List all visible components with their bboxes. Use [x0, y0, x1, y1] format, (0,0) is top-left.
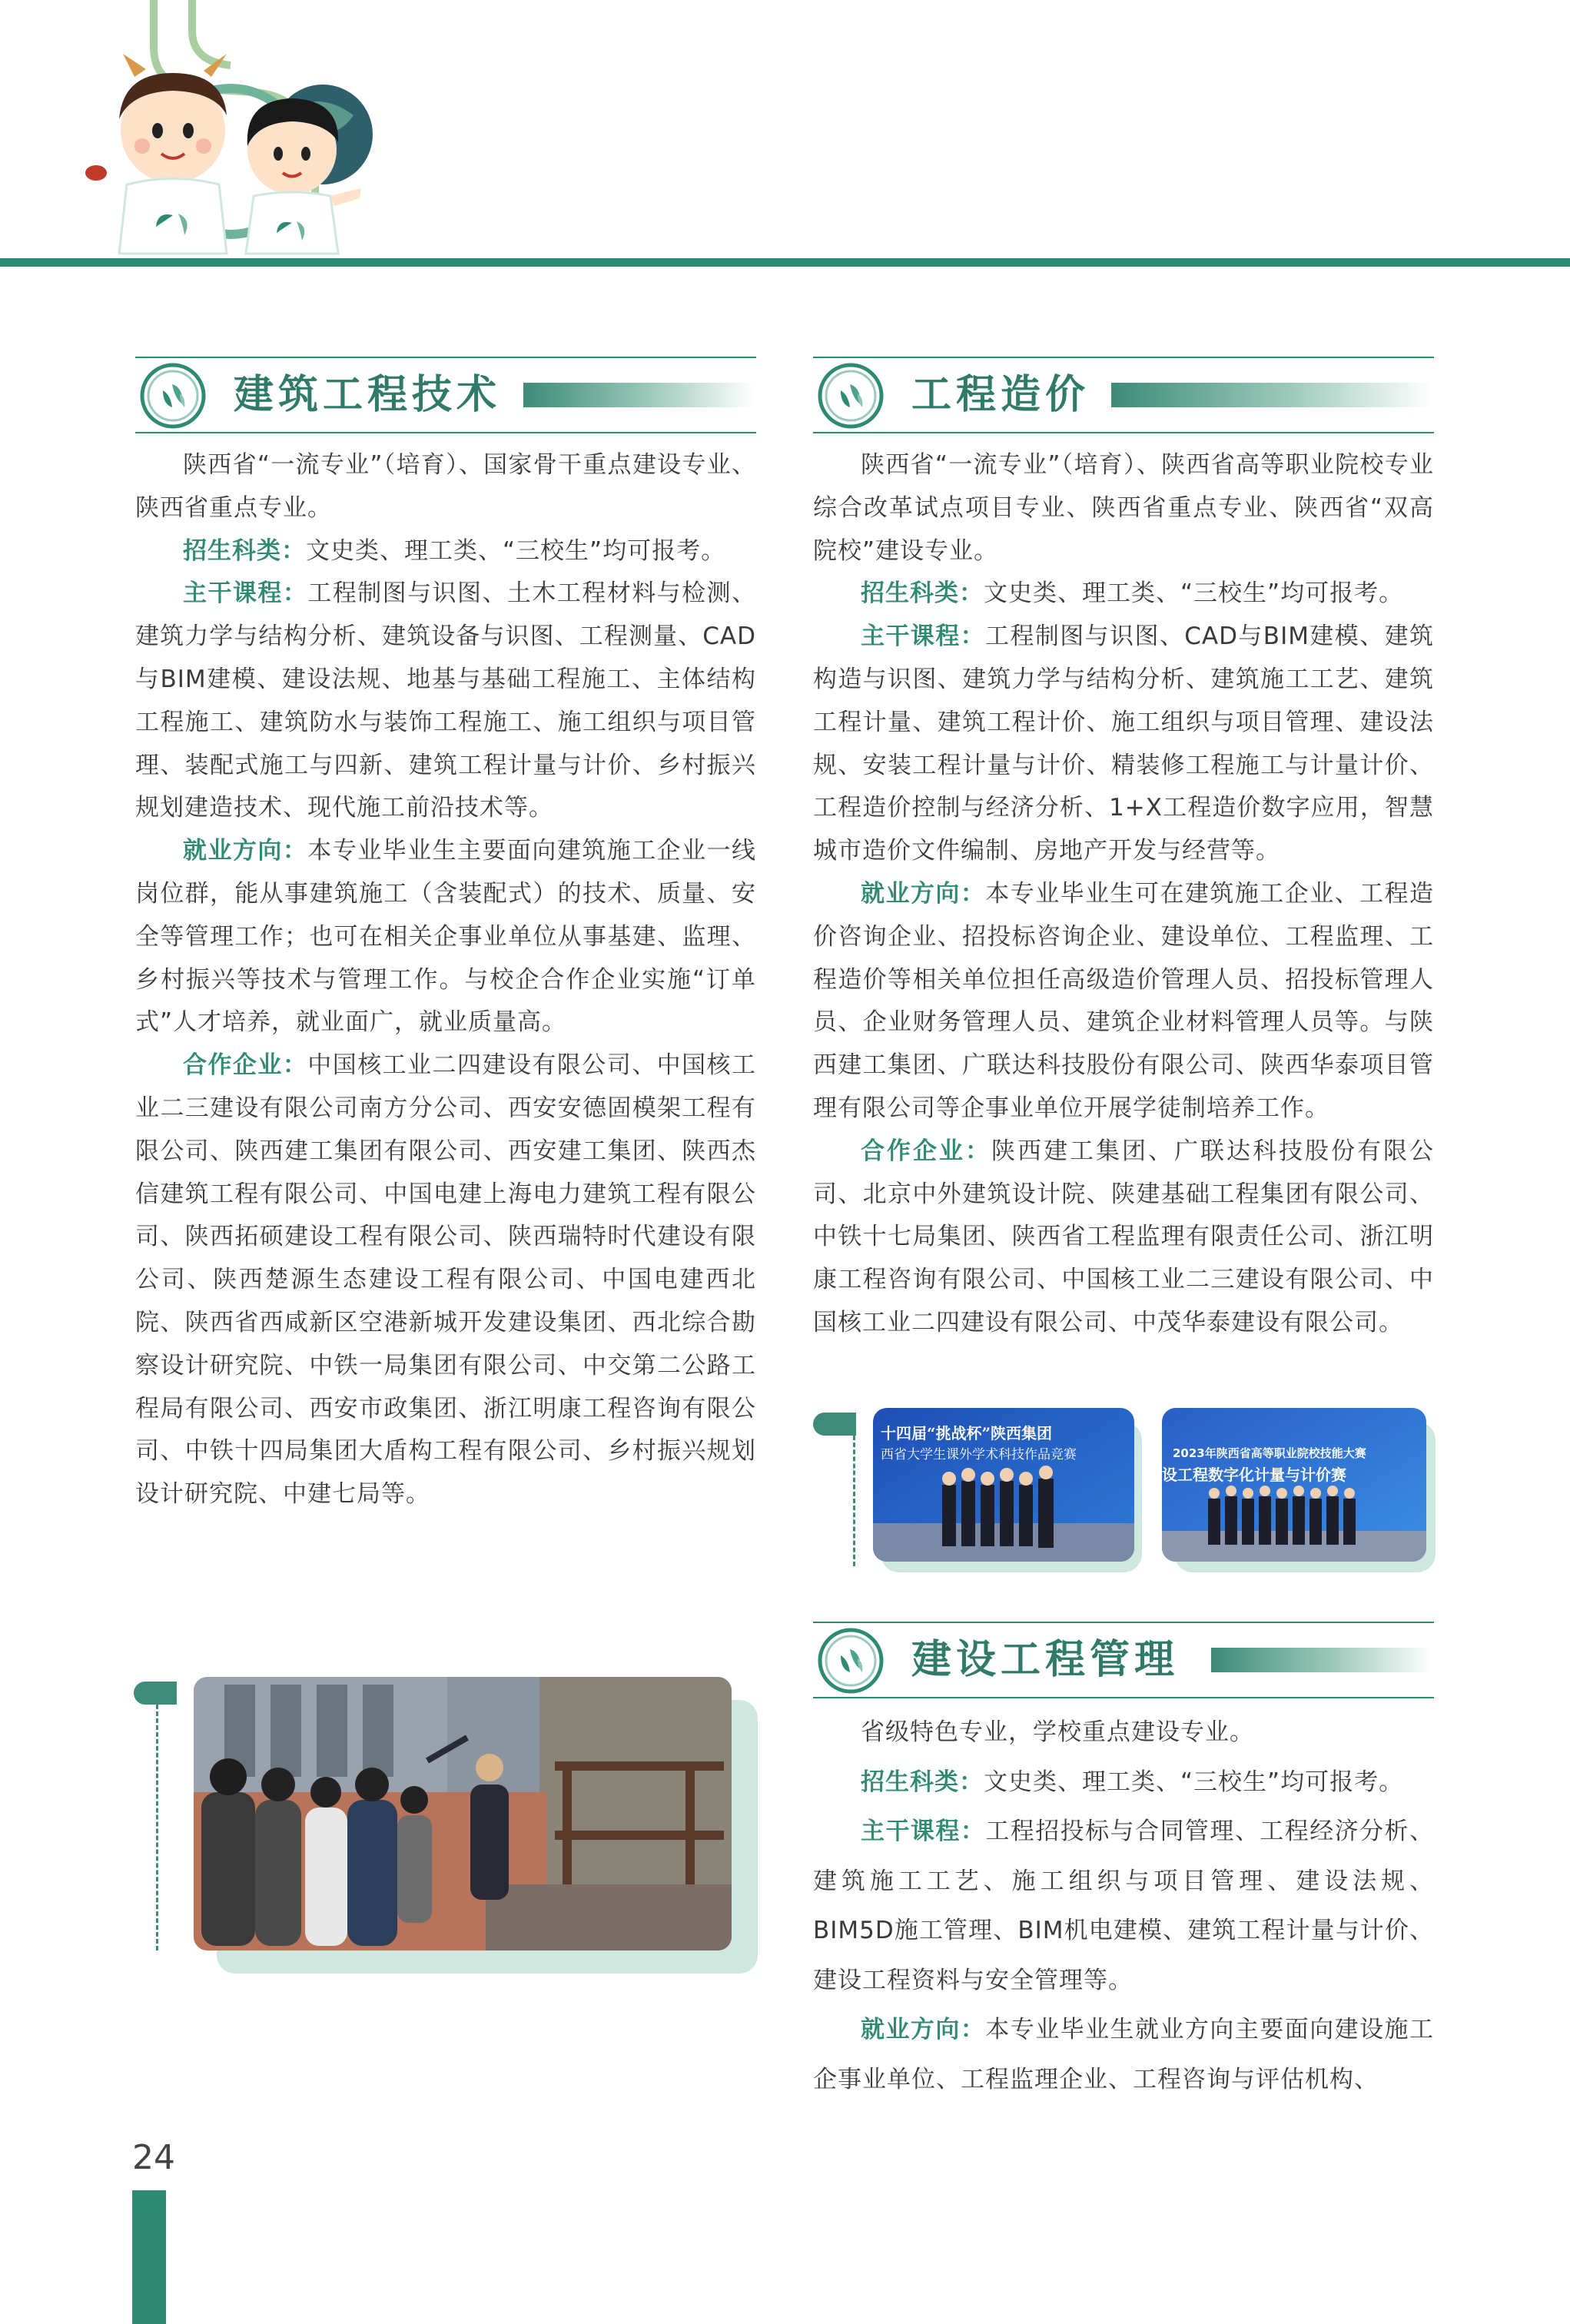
partner-label: 合作企业：: [861, 1137, 991, 1165]
page-side-bar: [132, 2190, 166, 2324]
section-header-construction-tech: [135, 357, 756, 433]
partner-label: 合作企业：: [183, 1051, 308, 1080]
partner-paragraph: [813, 1130, 1434, 1345]
enroll-paragraph: [813, 573, 1434, 616]
site-visit-photo: [194, 1677, 732, 1950]
intro-paragraph: 陕西省“一流专业”（培育）、国家骨干重点建设专业、陕西省重点专业。: [135, 451, 756, 522]
course-text: 工程制图与识图、土木工程材料与检测、建筑力学与结构分析、建筑设备与识图、工程测量、CAD与BIM建模、建设法规、地基与基础工程施工、主体结构工程施工、建筑防水与装饰工程施工、施工组织与项目管理、装配式施工与四新、建筑工程计量与计价、乡村振兴规划建造技术、现代施工前沿技术等。: [135, 579, 757, 822]
photo-tab: [813, 1413, 856, 1436]
title-gradient-bar: [1211, 1648, 1432, 1672]
course-paragraph: [813, 616, 1434, 873]
enroll-paragraph: [135, 530, 756, 573]
banner-1-line-2: 西省大学生课外学术科技作品竞赛: [881, 1447, 1077, 1462]
job-label: 就业方向：: [183, 837, 308, 865]
photo-dash-line: [853, 1436, 855, 1566]
course-paragraph: [813, 1807, 1434, 2005]
title-gradient-bar: [523, 383, 754, 407]
mascot-illustration: [85, 0, 373, 254]
enroll-label: 招生科类：: [861, 1768, 984, 1796]
course-label: 主干课程：: [861, 1818, 986, 1845]
section-title: 建设工程管理: [911, 1637, 1180, 1683]
school-logo-icon: [140, 363, 206, 429]
title-gradient-bar: [1111, 383, 1432, 407]
banner-2-line-2: 设工程数字化计量与计价赛: [1162, 1466, 1346, 1484]
section-body-construction-management: [813, 1708, 1434, 2104]
photo-tab: [134, 1682, 177, 1705]
job-text: 本专业毕业生可在建筑施工企业、工程造价咨询企业、招投标咨询企业、建设单位、工程监理、工程造价等相关单位担任高级造价管理人员、招投标管理人员、企业财务管理人员、建筑企业材料管理人员等。与陕西建工集团、广联达科技股份有限公司、陕西华泰项目管理有限公司等企事业单位开展学徒制培养工作。: [813, 879, 1435, 1122]
competition-photo-1: [873, 1408, 1134, 1562]
enroll-label: 招生科类：: [861, 579, 984, 608]
course-label: 主干课程：: [861, 622, 986, 651]
banner-2-line-1: 2023年陕西省高等职业院校技能大赛: [1173, 1446, 1366, 1460]
school-logo-icon: [818, 1628, 884, 1694]
school-logo-icon: [818, 363, 884, 429]
enroll-text: 文史类、理工类、“三校生”均可报考。: [984, 579, 1404, 608]
job-text: 本专业毕业生主要面向建筑施工企业一线岗位群，能从事建筑施工（含装配式）的技术、质量、安全等管理工作；也可在相关企事业单位从事基建、监理、乡村振兴等技术与管理工作。与校企合作企业实施“订单式”人才培养，就业面广，就业质量高。: [135, 837, 757, 1037]
intro-paragraph: 陕西省“一流专业”（培育）、陕西省高等职业院校专业综合改革试点项目专业、陕西省重点专业、陕西省“双高院校”建设专业。: [813, 451, 1434, 565]
partner-paragraph: [135, 1044, 756, 1516]
section-header-construction-management: [813, 1622, 1434, 1698]
enroll-label: 招生科类：: [183, 536, 306, 565]
competition-photo-2: [1162, 1408, 1426, 1562]
partner-text: 中国核工业二四建设有限公司、中国核工业二三建设有限公司南方分公司、西安安德固模架工程有限公司、陕西建工集团有限公司、西安建工集团、陕西杰信建筑工程有限公司、中国电建上海电力建筑工程有限公司、陕西拓硕建设工程有限公司、陕西瑞特时代建设有限公司、陕西楚源生态建设工程有限公司、中国电建西北院、陕西省西咸新区空港新城开发建设集团、西北综合勘察设计研究院、中铁一局集团有限公司、中交第二公路工程局有限公司、西安市政集团、浙江明康工程咨询有限公司、中铁十四局集团大盾构工程有限公司、乡村振兴规划设计研究院、中建七局等。: [135, 1051, 757, 1509]
course-text: 工程制图与识图、CAD与BIM建模、建筑构造与识图、建筑力学与结构分析、建筑施工工艺、建筑工程计量、建筑工程计价、施工组织与项目管理、建设法规、安装工程计量与计价、精装修工程施工与计量计价、工程造价控制与经济分析、1+X工程造价数字应用，智慧城市造价文件编制、房地产开发与经营等。: [813, 622, 1434, 865]
section-header-cost-engineering: [813, 357, 1434, 433]
section-title: 建筑工程技术: [234, 372, 502, 418]
job-text: 本专业毕业生就业方向主要面向建设施工企事业单位、工程监理企业、工程咨询与评估机构、: [813, 2016, 1435, 2093]
job-label: 就业方向：: [861, 879, 986, 908]
enroll-text: 文史类、理工类、“三校生”均可报考。: [984, 1768, 1404, 1796]
enroll-text: 文史类、理工类、“三校生”均可报考。: [306, 536, 726, 565]
section-body-cost-engineering: [813, 444, 1434, 1345]
header-rule: [0, 258, 1570, 267]
header-band: [0, 0, 1570, 269]
section-body-construction-tech: [135, 444, 756, 1516]
intro-paragraph: 省级特色专业，学校重点建设专业。: [861, 1718, 1254, 1746]
course-paragraph: [135, 573, 756, 830]
banner-1-line-1: 十四届“挑战杯”陕西集团: [881, 1424, 1053, 1443]
enroll-paragraph: [813, 1758, 1434, 1808]
job-label: 就业方向：: [861, 2016, 986, 2043]
job-paragraph: [135, 830, 756, 1044]
section-title: 工程造价: [911, 372, 1090, 418]
course-label: 主干课程：: [183, 579, 308, 608]
job-paragraph: [813, 2005, 1434, 2104]
course-text: 工程招投标与合同管理、工程经济分析、建筑施工工艺、施工组织与项目管理、建设法规、BIM5D施工管理、BIM机电建模、建筑工程计量与计价、建设工程资料与安全管理等。: [813, 1818, 1435, 1994]
page-number: 24: [132, 2138, 175, 2177]
job-paragraph: [813, 873, 1434, 1130]
photo-dash-line: [156, 1705, 158, 1950]
partner-text: 陕西建工集团、广联达科技股份有限公司、北京中外建筑设计院、陕建基础工程集团有限公司、中铁十七局集团、陕西省工程监理有限责任公司、浙江明康工程咨询有限公司、中国核工业二三建设有限公司、中国核工业二四建设有限公司、中茂华泰建设有限公司。: [813, 1137, 1434, 1336]
